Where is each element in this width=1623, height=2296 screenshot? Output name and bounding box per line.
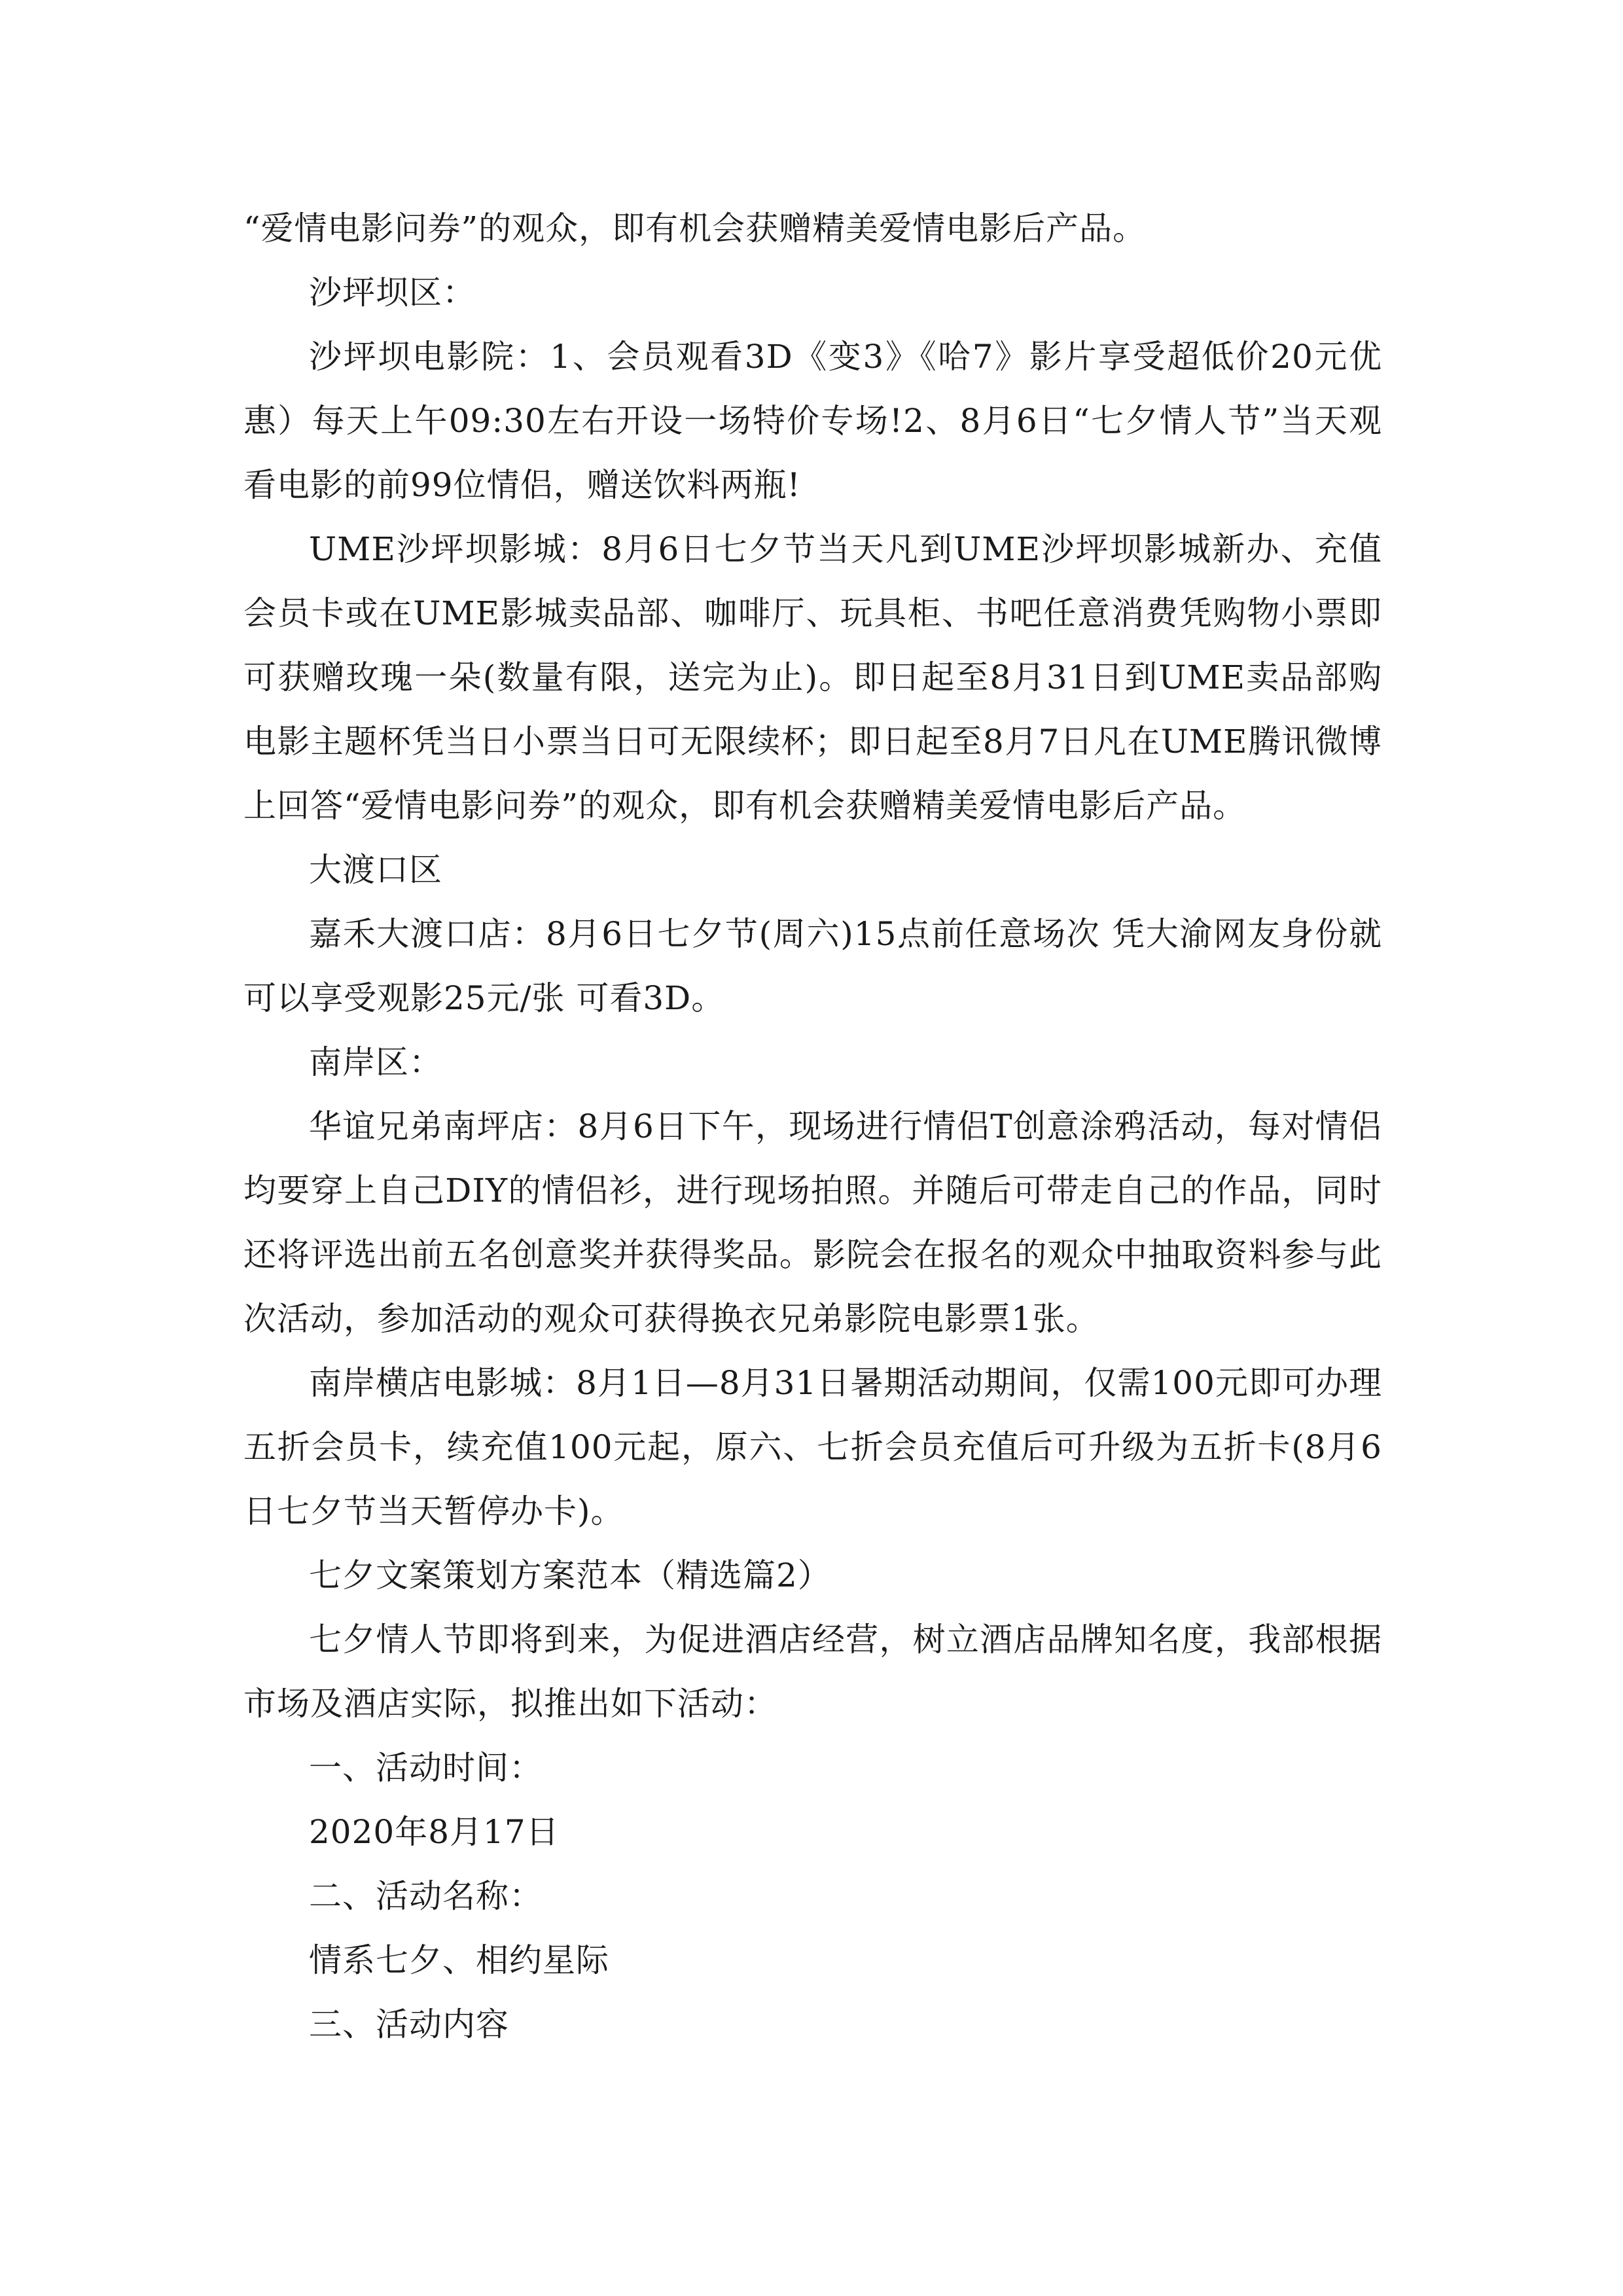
heading-dadukou-district: 大渡口区 (309, 851, 442, 889)
section-title-template-2: 七夕文案策划方案范本（精选篇2） (309, 1556, 831, 1594)
paragraph-intro: 七夕情人节即将到来，为促进酒店经营，树立酒店品牌知名度，我部根据市场及酒店实际，拟推出如下活动： (243, 1621, 1382, 1723)
heading-activity-content: 三、活动内容 (309, 2005, 509, 2043)
paragraph-ume-shapingba: UME沙坪坝影城：8月6日七夕节当天凡到UME沙坪坝影城新办、充值会员卡或在UME影城卖品部、咖啡厅、玩具柜、书吧任意消费凭购物小票即可获赠玫瑰一朵(数量有限，送完为止)。即日起至8月31日到UME卖品部购电影主题杯凭当日小票当日可无限续杯；即日起至8月7日凡在UME腾讯微博上回答“爱情电影问券”的观众，即有机会获赠精美爱情电影后产品。 (243, 530, 1382, 825)
paragraph-hengdian-nanan: 南岸横店电影城：8月1日—8月31日暑期活动期间，仅需100元即可办理五折会员卡，续充值100元起，原六、七折会员充值后可升级为五折卡(8月6日七夕节当天暂停办卡)。 (243, 1364, 1382, 1530)
paragraph-jiahe-dadukou: 嘉禾大渡口店：8月6日七夕节(周六)15点前任意场次 凭大渝网友身份就可以享受观影25元/张 可看3D。 (243, 915, 1382, 1017)
paragraph-huayi-nanping: 华谊兄弟南坪店：8月6日下午，现场进行情侣T创意涂鸦活动，每对情侣均要穿上自己DIY的情侣衫，进行现场拍照。并随后可带走自己的作品，同时还将评选出前五名创意奖并获得奖品。影院会在报名的观众中抽取资料参与此次活动，参加活动的观众可获得换衣兄弟影院电影票1张。 (243, 1107, 1382, 1338)
heading-activity-name: 二、活动名称： (309, 1877, 543, 1915)
activity-name: 情系七夕、相约星际 (309, 1941, 609, 1979)
paragraph-continuation: “爱情电影问券”的观众，即有机会获赠精美爱情电影后产品。 (243, 209, 1147, 247)
heading-nanan-district: 南岸区： (309, 1043, 442, 1081)
heading-activity-time: 一、活动时间： (309, 1749, 543, 1787)
activity-date: 2020年8月17日 (309, 1813, 560, 1851)
document-body (243, 196, 1382, 2056)
heading-shapingba-district: 沙坪坝区： (309, 274, 476, 312)
paragraph-shapingba-cinema: 沙坪坝电影院：1、会员观看3D《变3》《哈7》影片享受超低价20元优惠）每天上午09:30左右开设一场特价专场!2、8月6日“七夕情人节”当天观看电影的前99位情侣，赠送饮料两瓶! (243, 338, 1382, 504)
